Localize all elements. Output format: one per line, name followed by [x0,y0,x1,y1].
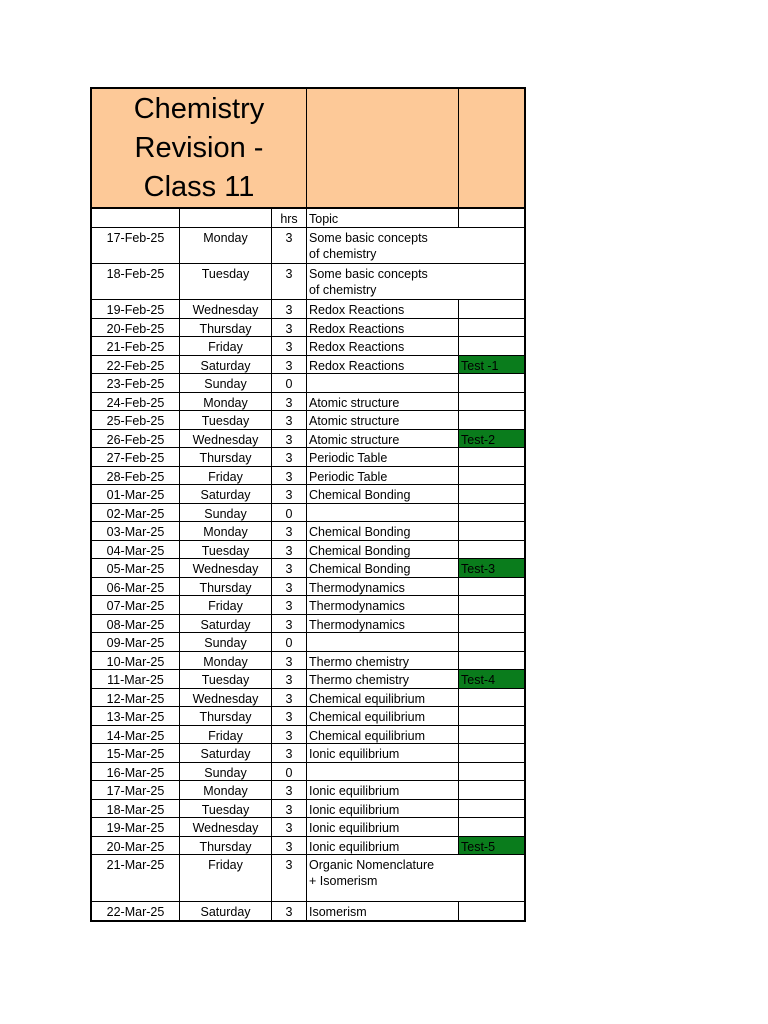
table-row [92,337,524,356]
table-row [92,818,524,837]
date-cell: 02-Mar-25 [92,504,180,522]
date-cell: 07-Mar-25 [92,596,180,614]
date-cell: 16-Mar-25 [92,763,180,781]
table-row [92,319,524,338]
date-cell: 17-Mar-25 [92,781,180,799]
topic-cell: Redox Reactions [307,337,459,355]
day-cell: Friday [180,596,272,614]
hrs-cell: 3 [272,744,307,762]
test-cell [459,578,524,596]
date-cell: 21-Mar-25 [92,855,180,901]
hrs-cell: 3 [272,467,307,485]
day-cell: Saturday [180,485,272,503]
day-cell: Sunday [180,763,272,781]
hrs-cell: 0 [272,504,307,522]
topic-cell: Thermo chemistry [307,652,459,670]
table-row [92,264,524,300]
topic-cell [307,633,459,651]
header-topic: Topic [307,209,459,227]
topic-cell [307,374,459,392]
hrs-cell: 3 [272,337,307,355]
table-row [92,596,524,615]
hrs-cell: 3 [272,264,307,299]
date-cell: 24-Feb-25 [92,393,180,411]
topic-cell: Ionic equilibrium [307,818,459,836]
topic-cell: Chemical Bonding [307,559,459,577]
day-cell: Saturday [180,902,272,920]
day-cell: Friday [180,337,272,355]
topic-cell: Redox Reactions [307,300,459,318]
test-cell [459,596,524,614]
test-cell: Test-5 [459,837,524,855]
date-cell: 19-Mar-25 [92,818,180,836]
hrs-cell: 3 [272,319,307,337]
date-cell: 06-Mar-25 [92,578,180,596]
day-cell: Tuesday [180,800,272,818]
date-cell: 22-Feb-25 [92,356,180,374]
topic-cell: Some basic concepts of chemistry [309,267,428,297]
day-cell: Monday [180,228,272,263]
day-cell: Tuesday [180,411,272,429]
table-row [92,504,524,523]
topic-cell: Chemical Bonding [307,541,459,559]
table-row [92,578,524,597]
day-cell: Thursday [180,319,272,337]
topic-cell: Thermo chemistry [307,670,459,688]
date-cell: 09-Mar-25 [92,633,180,651]
topic-cell: Ionic equilibrium [307,800,459,818]
date-cell: 28-Feb-25 [92,467,180,485]
table-row [92,356,524,375]
date-cell: 01-Mar-25 [92,485,180,503]
hrs-cell: 3 [272,837,307,855]
table-row [92,652,524,671]
header-hrs: hrs [272,209,307,227]
day-cell: Thursday [180,578,272,596]
topic-cell: Thermodynamics [307,578,459,596]
topic-cell: Redox Reactions [307,356,459,374]
hrs-cell: 3 [272,522,307,540]
test-cell [459,800,524,818]
date-cell: 25-Feb-25 [92,411,180,429]
day-cell: Monday [180,522,272,540]
test-cell [459,707,524,725]
table-row [92,522,524,541]
test-cell [459,615,524,633]
date-cell: 04-Mar-25 [92,541,180,559]
date-cell: 20-Feb-25 [92,319,180,337]
test-cell [459,541,524,559]
topic-cell: Chemical Bonding [307,522,459,540]
table-row [92,744,524,763]
test-cell [459,902,524,920]
table-row [92,448,524,467]
table-row [92,411,524,430]
topic-cell [307,763,459,781]
day-cell: Sunday [180,633,272,651]
table-row [92,393,524,412]
date-cell: 15-Mar-25 [92,744,180,762]
day-cell: Thursday [180,707,272,725]
date-cell: 22-Mar-25 [92,902,180,920]
hrs-cell: 3 [272,781,307,799]
test-cell [459,652,524,670]
date-cell: 27-Feb-25 [92,448,180,466]
day-cell: Wednesday [180,689,272,707]
table-row [92,855,524,902]
test-cell [459,337,524,355]
topic-cell: Periodic Table [307,467,459,485]
day-cell: Saturday [180,744,272,762]
hrs-cell: 3 [272,559,307,577]
table-row [92,707,524,726]
topic-cell: Organic Nomenclature + Isomerism [309,858,435,888]
hrs-cell: 3 [272,707,307,725]
test-cell [459,689,524,707]
hrs-cell: 3 [272,300,307,318]
test-cell: Test-4 [459,670,524,688]
hrs-cell: 3 [272,228,307,263]
date-cell: 08-Mar-25 [92,615,180,633]
date-cell: 26-Feb-25 [92,430,180,448]
table-row [92,902,524,920]
date-cell: 03-Mar-25 [92,522,180,540]
date-cell: 20-Mar-25 [92,837,180,855]
schedule-table [90,87,526,922]
hrs-cell: 3 [272,689,307,707]
table-row [92,485,524,504]
title-blank-cell [459,89,524,207]
day-cell: Thursday [180,837,272,855]
test-cell [459,744,524,762]
table-row [92,670,524,689]
hrs-cell: 0 [272,374,307,392]
hrs-cell: 3 [272,448,307,466]
header-date [92,209,180,227]
hrs-cell: 3 [272,652,307,670]
day-cell: Wednesday [180,430,272,448]
test-cell [459,411,524,429]
day-cell: Tuesday [180,541,272,559]
hrs-cell: 3 [272,485,307,503]
table-row [92,763,524,782]
date-cell: 23-Feb-25 [92,374,180,392]
table-row [92,300,524,319]
topic-cell: Thermodynamics [307,596,459,614]
header-row [92,209,524,228]
hrs-cell: 3 [272,726,307,744]
topic-cell: Chemical equilibrium [307,689,459,707]
topic-cell: Ionic equilibrium [307,744,459,762]
test-cell: Test-3 [459,559,524,577]
day-cell: Friday [180,467,272,485]
topic-cell: Redox Reactions [307,319,459,337]
hrs-cell: 3 [272,855,307,901]
table-row [92,541,524,560]
day-cell: Wednesday [180,818,272,836]
date-cell: 21-Feb-25 [92,337,180,355]
table-row [92,781,524,800]
day-cell: Saturday [180,356,272,374]
title-row [92,89,524,209]
topic-cell: Periodic Table [307,448,459,466]
topic-cell [307,504,459,522]
test-cell [459,467,524,485]
table-row [92,689,524,708]
hrs-cell: 3 [272,411,307,429]
table-row [92,228,524,264]
hrs-cell: 3 [272,578,307,596]
day-cell: Sunday [180,504,272,522]
hrs-cell: 3 [272,356,307,374]
test-cell [459,504,524,522]
day-cell: Monday [180,652,272,670]
hrs-cell: 3 [272,800,307,818]
hrs-cell: 3 [272,430,307,448]
test-cell [459,485,524,503]
date-cell: 17-Feb-25 [92,228,180,263]
day-cell: Friday [180,855,272,901]
test-cell [459,393,524,411]
topic-cell: Some basic concepts of chemistry [309,231,428,261]
topic-cell: Thermodynamics [307,615,459,633]
test-cell [459,781,524,799]
table-row [92,559,524,578]
day-cell: Saturday [180,615,272,633]
hrs-cell: 3 [272,902,307,920]
hrs-cell: 3 [272,596,307,614]
hrs-cell: 3 [272,670,307,688]
header-test [459,209,524,227]
table-row [92,615,524,634]
day-cell: Sunday [180,374,272,392]
header-day [180,209,272,227]
test-cell [459,818,524,836]
day-cell: Tuesday [180,670,272,688]
topic-cell: Atomic structure [307,411,459,429]
topic-cell: Chemical Bonding [307,485,459,503]
test-cell [459,448,524,466]
test-cell: Test -1 [459,356,524,374]
date-cell: 12-Mar-25 [92,689,180,707]
topic-cell: Chemical equilibrium [307,707,459,725]
test-cell [459,374,524,392]
date-cell: 13-Mar-25 [92,707,180,725]
hrs-cell: 0 [272,763,307,781]
test-cell [459,763,524,781]
table-row [92,633,524,652]
title-blank-cell [307,89,459,207]
day-cell: Monday [180,393,272,411]
topic-cell: Ionic equilibrium [307,781,459,799]
test-cell [459,726,524,744]
hrs-cell: 3 [272,393,307,411]
test-cell: Test-2 [459,430,524,448]
day-cell: Wednesday [180,559,272,577]
test-cell [459,300,524,318]
table-body [92,228,524,920]
date-cell: 19-Feb-25 [92,300,180,318]
day-cell: Wednesday [180,300,272,318]
date-cell: 18-Mar-25 [92,800,180,818]
date-cell: 11-Mar-25 [92,670,180,688]
date-cell: 05-Mar-25 [92,559,180,577]
hrs-cell: 0 [272,633,307,651]
table-row [92,430,524,449]
test-cell [459,319,524,337]
table-row [92,374,524,393]
test-cell [459,633,524,651]
day-cell: Friday [180,726,272,744]
day-cell: Tuesday [180,264,272,299]
test-cell [459,522,524,540]
date-cell: 10-Mar-25 [92,652,180,670]
topic-cell: Isomerism [307,902,459,920]
hrs-cell: 3 [272,615,307,633]
table-row [92,467,524,486]
topic-cell: Chemical equilibrium [307,726,459,744]
table-row [92,800,524,819]
hrs-cell: 3 [272,541,307,559]
hrs-cell: 3 [272,818,307,836]
day-cell: Thursday [180,448,272,466]
date-cell: 14-Mar-25 [92,726,180,744]
date-cell: 18-Feb-25 [92,264,180,299]
page-title: Chemistry Revision - Class 11 [92,89,307,207]
table-row [92,726,524,745]
topic-cell: Atomic structure [307,430,459,448]
topic-cell: Ionic equilibrium [307,837,459,855]
topic-cell: Atomic structure [307,393,459,411]
day-cell: Monday [180,781,272,799]
table-row [92,837,524,856]
